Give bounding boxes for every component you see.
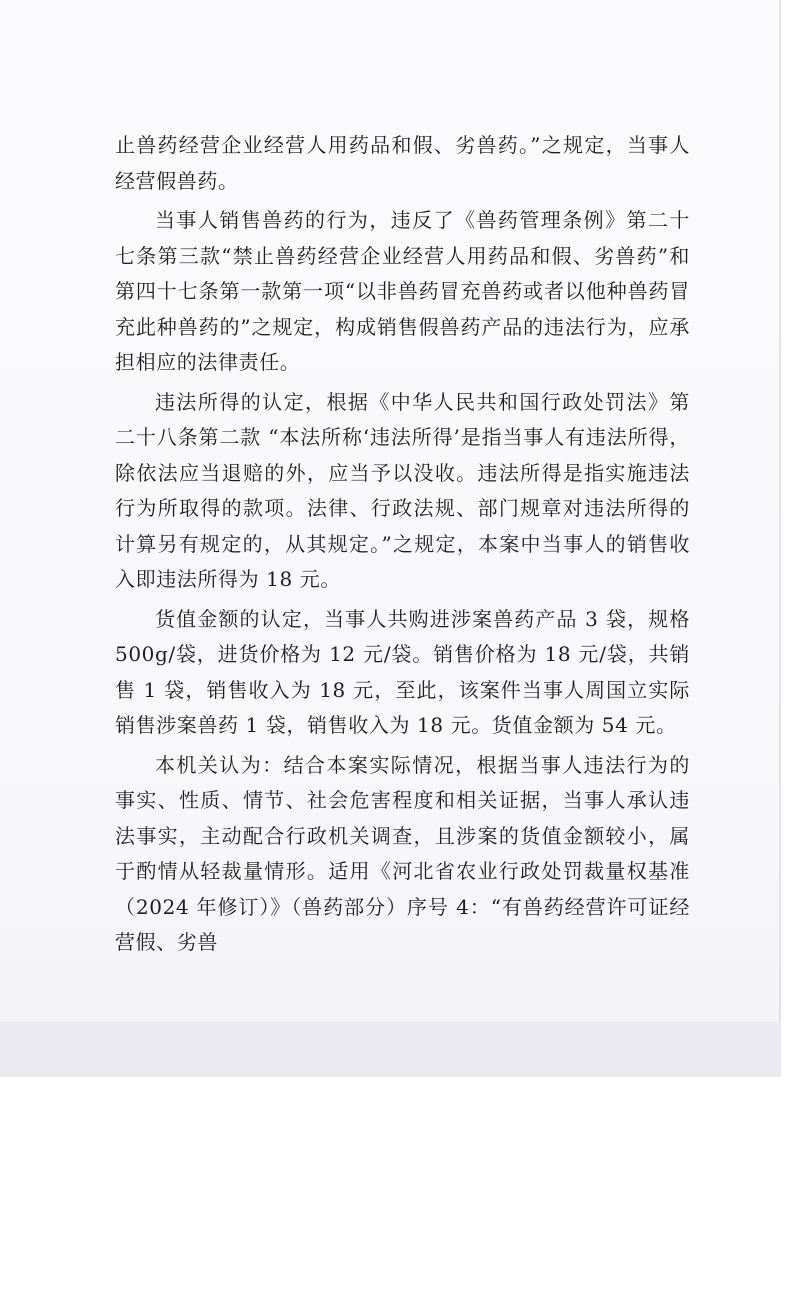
paragraph-agency-opinion: 本机关认为：结合本案实际情况，根据当事人违法行为的事实、性质、情节、社会危害程度和相关证据，当事人承认违法事实，主动配合行政机关调查，且涉案的货值金额较小，属于酌情从轻裁量情形。适用《河北省农业行政处罚裁量权基准（2024 年修订）》（兽药部分）序号 4：“有兽药经营许可证经营假、劣兽 — [115, 752, 690, 954]
paragraph-sales-violation: 当事人销售兽药的行为，违反了《兽药管理条例》第二十七条第三款“禁止兽药经营企业经营人用药品和假、劣兽药”和第四十七条第一款第一项“以非兽药冒充兽药或者以他种兽药冒充此种兽药的”之规定，构成销售假兽药产品的违法行为，应承担相应的法律责任。 — [115, 208, 690, 374]
paragraph-illegal-income: 违法所得的认定，根据《中华人民共和国行政处罚法》第二十八条第二款 “本法所称‘违法所得’是指当事人有违法所得，除依法应当退赔的外，应当予以没收。违法所得是指实施违法行为所取得的款项。法律、行政法规、部门规章对违法所得的计算另有规定的，从其规定。”之规定，本案中当事人的销售收入即违法所得为 18 元。 — [115, 389, 690, 591]
scan-shadow-band — [0, 1022, 781, 1077]
document-body — [115, 128, 690, 965]
paragraph-goods-value: 货值金额的认定，当事人共购进涉案兽药产品 3 袋，规格 500g/袋，进货价格为 12 元/袋。销售价格为 18 元/袋，共销售 1 袋，销售收入为 18 元，至此，该案件当事人周国立实际销售涉案兽药 1 袋，销售收入为 18 元。货值金额为 54 元。 — [115, 606, 690, 737]
page-edge — [779, 0, 781, 1077]
paragraph-continuation: 止兽药经营企业经营人用药品和假、劣兽药。”之规定，当事人经营假兽药。 — [115, 133, 690, 193]
